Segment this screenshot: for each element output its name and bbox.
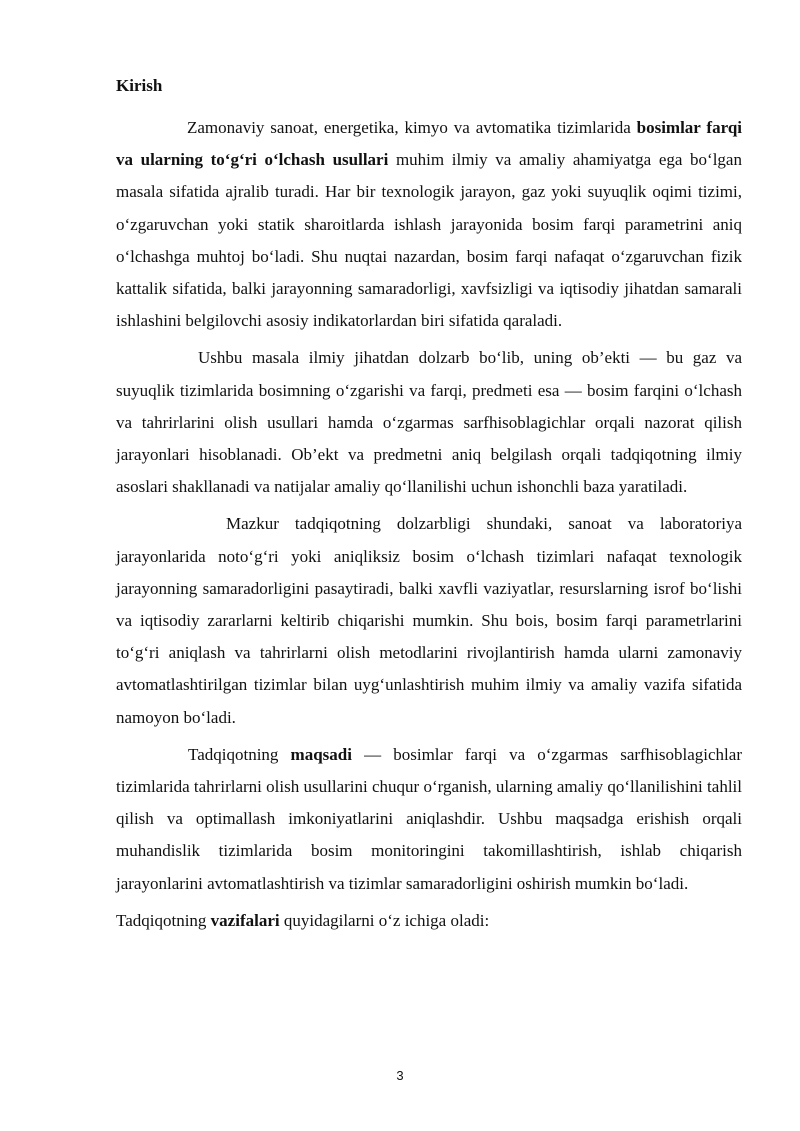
paragraph-5-bold-term: vazifalari — [210, 910, 280, 930]
page-content — [116, 74, 742, 942]
section-heading: Kirish — [116, 76, 163, 95]
paragraph-4-bold-term: maqsadi — [290, 744, 352, 764]
paragraph-5-text-start: Tadqiqotning — [116, 910, 211, 930]
paragraph-4-text-end: — bosimlar farqi va o‘zgarmas sarfhisoblagichlar tizimlarida tahrirlarni olish usullarini chuqur o‘rganish, ularning amaliy qo‘llanilishini tahlil qilish va optimallash imkoniyatlarini aniqlashdir. Ushbu maqsadga erishish orqali muhandislik tizimlarida bosim monitoringini takomillashtirish, ishlab chiqarish jarayonlarini avtomatlashtirish va tizimlar samaradorligini oshirish mumkin bo‘ladi. — [116, 744, 742, 893]
paragraph-4-text-start: Tadqiqotning — [188, 744, 291, 764]
paragraph-1-bold-phrase: bosimlar farqi va ularning to‘g‘ri o‘lchash usullari — [116, 118, 742, 170]
paragraph-2: Ushbu masala ilmiy jihatdan dolzarb bo‘lib, uning ob’ekti — bu gaz va suyuqlik tizimlarida bosimning o‘zgarishi va farqi, predmeti esa — bosim farqini o‘lchash va tahrirlarini olish usullari hamda o‘zgarmas sarfhisoblagichlar orqali nazorat qilish jarayonlari hisoblanadi. Ob’ekt va predmetni aniq belgilash orqali tadqiqotning ilmiy asoslari shakllanadi va natijalar amaliy qo‘llanilishi uchun ishonchli baza yaratiladi. — [116, 348, 742, 497]
page-number: 3 — [396, 1068, 404, 1083]
paragraph-5 — [116, 905, 742, 937]
paragraph-3: Mazkur tadqiqotning dolzarbligi shundaki, sanoat va laboratoriya jarayonlarida noto‘g‘ri yoki aniqliksiz bosim o‘lchash tizimlari nafaqat texnologik jarayonning samaradorligini pasaytiradi, balki xavfli vaziyatlar, resurslarning isrof bo‘lishi va iqtisodiy zararlarni keltirib chiqarishi mumkin. Shu bois, bosim farqi parametrlarini to‘g‘ri aniqlash va tahrirlarni olish metodlarini rivojlantirish hamda ularni zamonaviy avtomatlashtirilgan tizimlar bilan uyg‘unlashtirish muhim ilmiy va amaliy vazifa sifatida namoyon bo‘ladi. — [116, 514, 742, 727]
paragraph-1-text-start: Zamonaviy sanoat, energetika, kimyo va avtomatika tizimlarida — [187, 118, 637, 137]
paragraph-1 — [116, 112, 742, 337]
paragraph-5-text-end: quyidagilarni o‘z ichiga oladi: — [279, 910, 490, 930]
paragraph-1-text-end: muhim ilmiy va amaliy ahamiyatga ega bo‘lgan masala sifatida ajralib turadi. Har bir texnologik jarayon, gaz yoki suyuqlik oqimi tizimi, o‘zgaruvchan yoki statik sharoitlarda ishlash jarayonida bosim farqi parametrini aniq o‘lchashga muhtoj bo‘ladi. Shu nuqtai nazardan, bosim farqi nafaqat o‘zgaruvchan fizik kattalik sifatida, balki jarayonning samaradorligi, xavfsizligi va iqtisodiy jihatdan samarali ishlashini belgilovchi asosiy indikatorlardan biri sifatida qaraladi. — [116, 150, 742, 331]
paragraph-4 — [116, 739, 742, 900]
